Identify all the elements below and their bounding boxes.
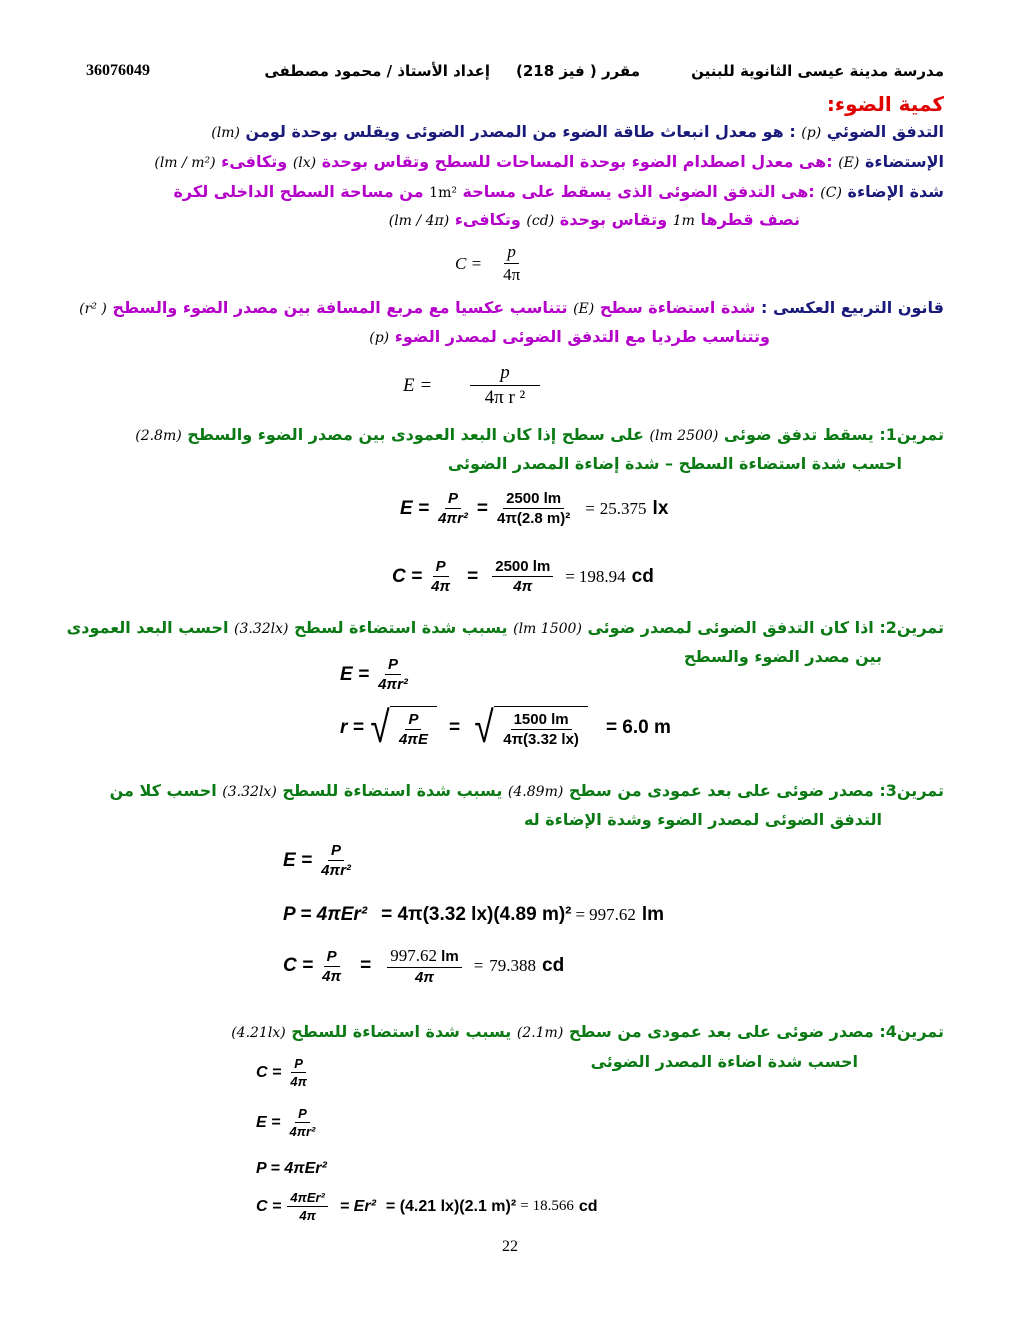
ex4-eq-c2 [256, 1190, 598, 1223]
ex4-c-num: P [291, 1056, 306, 1073]
ex2-sqrt1 [368, 703, 437, 752]
ex3-c-frac2 [387, 946, 461, 986]
formula-e-frac [470, 362, 540, 409]
def-intensity-equiv-unit: (lm / 4π) [388, 213, 450, 229]
ex3-c-f2-num-val: 997.62 [390, 946, 437, 965]
ex4-e-frac [286, 1106, 318, 1139]
inverse-law [79, 298, 944, 317]
ex3-label: تمرين3: [879, 781, 944, 800]
header-school: مدرسة مدينة عيسى الثانوية للبنين [691, 62, 944, 80]
def-intensity-line2 [389, 210, 800, 229]
inverse-law-sym-r: ( r²) [79, 301, 107, 317]
ex4-c-lhs: C = [256, 1063, 282, 1081]
sqrt-icon: √ [474, 703, 494, 752]
inverse-law-line2-text: وتتناسب طرديا مع التدفق الضوئى لمصدر الضوء [394, 327, 770, 346]
ex3-illum: (3.32lx) [222, 784, 277, 800]
formula-c-lhs: C = [455, 253, 483, 273]
ex1-c-f1-num: P [433, 558, 449, 577]
formula-c [455, 242, 529, 285]
ex4-c2-result: 18.566 [532, 1198, 574, 1214]
ex3-p-unit: lm [641, 904, 665, 925]
def-illuminance [154, 152, 944, 171]
ex3-p-lhs: P = 4πEr² [283, 904, 368, 925]
ex4-c-frac [287, 1056, 310, 1089]
ex2-label: تمرين2: [879, 618, 944, 637]
ex4-c2-mid: = Er² [339, 1197, 376, 1215]
def-intensity-label: شدة الإضاءة [847, 182, 944, 201]
ex3-text3: احسب كلا من [109, 781, 217, 800]
ex2-text1: اذا كان التدفق الضوئى لمصدر ضوئى [587, 618, 874, 637]
ex4-eq-c [256, 1056, 316, 1089]
ex1-c-f2-den: 4π [513, 578, 533, 595]
ex1-e-result: 25.375 [599, 498, 647, 518]
def-illum-equiv: وتكافىء [221, 152, 288, 171]
ex4-c2-res-eq: = [520, 1198, 529, 1214]
ex3-c-result: 79.388 [489, 956, 537, 975]
ex1-e-eq: = [476, 497, 489, 519]
ex1-c-f1-den: 4π [431, 578, 451, 595]
ex2-flux: (1500 lm) [513, 621, 582, 637]
def-intensity-line2-a: نصف قطرها [700, 210, 800, 229]
formula-e-lhs: E = [403, 374, 433, 396]
ex1-c-frac2 [492, 558, 553, 595]
ex3-c-lhs: C = [283, 955, 314, 976]
def-intensity-equiv: وتكافىء [454, 210, 521, 229]
ex3-c-res-eq: = [473, 956, 484, 975]
header-phone: 36076049 [86, 62, 150, 79]
def-illum-unit: (lx) [292, 155, 317, 171]
ex4-p-line: P = 4πEr² [256, 1160, 327, 1177]
formula-e-num: p [470, 362, 540, 386]
inverse-law-text2: تتناسب عكسيا مع مربع المسافة بين مصدر الضوء والسطح [112, 298, 568, 317]
ex1-flux: (2500 lm) [649, 428, 719, 444]
def-intensity-sym: (C) [820, 185, 842, 201]
inverse-law-line2 [369, 327, 770, 346]
ex2-e-frac [375, 656, 411, 693]
ex1-question: احسب شدة استضاءة السطح – شدة إضاءة المصدر الضوئى [447, 454, 902, 473]
ex4-question: احسب شدة اضاءة المصدر الضوئى [590, 1052, 858, 1071]
formula-c-den: 4π [503, 265, 521, 284]
ex3-statement [110, 781, 944, 800]
ex1-e-result-eq: = [585, 498, 595, 518]
def-flux-unit: (lm) [211, 125, 240, 141]
ex2-r-lhs: r = [340, 717, 364, 738]
def-flux-label: التدفق الضوئي [826, 122, 944, 141]
ex1-text2: على سطح إذا كان البعد العمودى بين مصدر الضوء والسطح [187, 425, 644, 444]
ex3-dist: (4.89m) [507, 784, 564, 800]
ex2-statement [67, 618, 944, 637]
ex2-r-frac1 [396, 711, 431, 748]
ex1-c-f2-num: 2500 lm [492, 558, 553, 577]
ex2-r-result: = 6.0 m [605, 717, 671, 738]
ex1-e-lhs: E = [400, 497, 430, 519]
ex2-e-lhs: E = [340, 663, 370, 685]
ex1-e-unit: lx [652, 497, 669, 519]
ex3-c-f1-den: 4π [322, 967, 342, 985]
ex4-eq-e [256, 1106, 324, 1139]
page-title: كمية الضوء: [826, 92, 944, 116]
ex4-label: تمرين4: [879, 1022, 944, 1041]
ex1-text1: يسقط تدفق ضوئى [723, 425, 874, 444]
def-intensity-area: 1m² [429, 185, 457, 201]
ex4-c2-rest: = (4.21 lx)(2.1 m)² [385, 1197, 517, 1215]
def-flux-text: : هو معدل انبعاث طاقة الضوء من المصدر الضوئى ويقلس بوحدة لومن [245, 122, 796, 141]
ex1-c-eq: = [467, 565, 479, 587]
ex3-c-f2-num-unit: lm [441, 948, 459, 965]
ex1-e-f1-den: 4πr² [438, 510, 468, 527]
ex1-dist: (2.8m) [135, 428, 182, 444]
ex3-c-eq: = [360, 955, 372, 976]
ex2-r-f2-den: 4π(3.32 lx) [503, 731, 579, 748]
inverse-law-text1: شدة استضاءة سطح [599, 298, 756, 317]
ex2-illum: (3.32lx) [234, 621, 289, 637]
inverse-law-sym-e: (E) [573, 301, 595, 317]
def-illum-label: الإستضاءة [864, 152, 944, 171]
ex1-e-f2-den: 4π(2.8 m)² [497, 510, 571, 527]
def-intensity-line2-b: وتقاس بوحدة [559, 210, 668, 229]
ex4-c2-frac [287, 1190, 328, 1223]
ex4-text2: يسبب شدة استضاءة للسطح [291, 1022, 512, 1041]
ex2-r-eq: = [448, 717, 461, 738]
def-illum-sym: (E) [838, 155, 860, 171]
ex2-r-f2-num: 1500 lm [511, 711, 572, 730]
ex1-eq-c [392, 558, 654, 595]
def-flux-sym: (p) [801, 125, 822, 141]
ex3-question: التدفق الضوئى لمصدر الضوء وشدة الإضاءة له [523, 810, 882, 829]
ex3-p-result: 997.62 [589, 905, 636, 924]
ex2-text2: يسبب شدة استضاءة لسطح [294, 618, 508, 637]
def-intensity-text1: :هى التدفق الضوئى الذى يسقط على مساحة [462, 182, 815, 201]
ex2-e-den: 4πr² [378, 676, 408, 693]
ex4-statement [231, 1022, 944, 1041]
def-intensity-text2: من مساحة السطح الداخلى لكرة [173, 182, 424, 201]
ex2-r-f1-den: 4πE [398, 731, 428, 748]
ex4-text1: مصدر ضوئى على بعد عمودى من سطح [568, 1022, 874, 1041]
ex3-eq-p [283, 904, 664, 926]
ex3-text1: مصدر ضوئى على بعد عمودى من سطح [568, 781, 874, 800]
ex3-text2: يسبب شدة استضاءة للسطح [282, 781, 503, 800]
ex1-c-frac1 [428, 558, 453, 595]
ex3-c-unit: cd [542, 955, 565, 976]
def-intensity-radius: 1m [672, 213, 695, 229]
ex1-e-frac1 [435, 490, 471, 527]
formula-c-frac [500, 242, 523, 285]
ex2-eq-e [340, 656, 417, 693]
ex2-r-f1-num: P [405, 711, 421, 730]
ex2-text3: احسب البعد العمودى [66, 618, 229, 637]
ex3-e-frac [318, 842, 354, 879]
sqrt-icon: √ [370, 703, 390, 752]
ex4-c2-unit: cd [578, 1197, 598, 1215]
def-illum-equiv-unit: (lm / m²) [154, 155, 216, 171]
formula-e [403, 362, 546, 409]
ex4-e-lhs: E = [256, 1113, 281, 1131]
def-intensity-unit: (cd) [526, 213, 555, 229]
ex3-p-mid: = 4π(3.32 lx)(4.89 m)² [381, 904, 572, 925]
ex1-label: تمرين1: [879, 425, 944, 444]
inverse-law-sym-p: (p) [369, 330, 390, 346]
ex3-c-f2-num [387, 946, 461, 968]
ex1-e-f2-num: 2500 lm [503, 490, 564, 509]
ex1-e-f1-num: P [445, 490, 461, 509]
ex2-sqrt2 [472, 703, 588, 752]
ex1-statement [135, 425, 944, 444]
formula-c-num: p [504, 242, 519, 264]
ex4-e-num: P [295, 1106, 310, 1123]
ex1-c-result: 198.94 [578, 566, 626, 586]
ex4-eq-p [256, 1160, 327, 1178]
ex3-eq-c [283, 946, 564, 986]
ex2-question: بين مصدر الضوء والسطح [683, 647, 882, 666]
ex3-e-den: 4πr² [321, 862, 351, 879]
ex2-r-frac2 [500, 711, 582, 748]
ex2-eq-r [340, 703, 671, 752]
header-prepared-by: إعداد الأستاذ / محمود مصطفى [264, 62, 490, 80]
ex1-e-frac2 [494, 490, 573, 527]
ex3-p-res-eq: = [575, 905, 586, 924]
ex3-eq-e [283, 842, 360, 879]
ex4-e-den: 4πr² [289, 1124, 316, 1139]
ex3-c-f1-num: P [324, 948, 340, 967]
ex4-c2-den: 4π [299, 1208, 316, 1223]
ex2-e-num: P [385, 656, 401, 675]
ex4-illum: (4.21lx) [231, 1025, 286, 1041]
ex1-eq-e [400, 490, 668, 527]
ex1-c-lhs: C = [392, 565, 423, 587]
page-number: 22 [502, 1238, 518, 1255]
inverse-law-label: قانون التربيع العكسى : [760, 298, 944, 317]
ex4-c-den: 4π [290, 1074, 307, 1089]
ex3-e-num: P [328, 842, 344, 861]
ex1-c-result-eq: = [565, 566, 575, 586]
ex1-c-unit: cd [631, 565, 654, 587]
ex3-e-lhs: E = [283, 849, 313, 871]
def-flux [211, 122, 944, 141]
ex4-c2-lhs: C = [256, 1197, 282, 1215]
formula-e-den: 4π r ² [484, 387, 526, 408]
ex3-c-frac1 [319, 948, 344, 985]
ex3-c-f2-den: 4π [414, 969, 434, 986]
ex4-dist: (2.1m) [516, 1025, 564, 1041]
def-intensity [173, 182, 944, 201]
def-illum-text: :هى معدل اصطدام الضوء بوحدة المساحات للسطح وتقاس بوحدة [321, 152, 833, 171]
ex4-c2-num: 4πEr² [287, 1190, 328, 1207]
header-course: مقرر ( فيز 218) [515, 62, 640, 80]
